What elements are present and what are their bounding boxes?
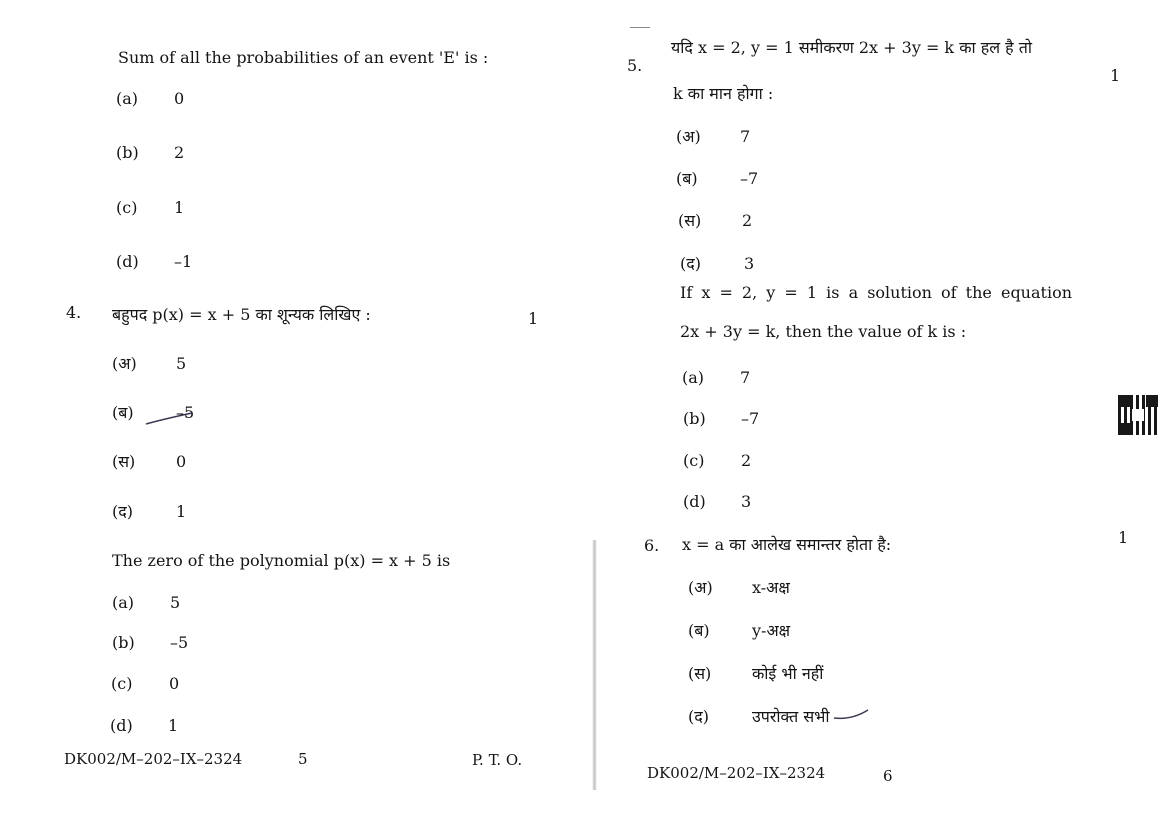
option-label: (b) bbox=[683, 409, 706, 428]
option-value: 1 bbox=[176, 502, 187, 521]
option-value: –5 bbox=[170, 633, 189, 652]
option-value: –1 bbox=[174, 252, 193, 271]
option-label: (d) bbox=[110, 716, 133, 735]
q5-option-hi-b bbox=[676, 167, 758, 189]
q3-option-a bbox=[116, 89, 184, 108]
option-value: –5 bbox=[176, 403, 195, 422]
option-value: 7 bbox=[740, 127, 751, 146]
q5-option-hi-a bbox=[676, 125, 750, 147]
q6-option-hi-b bbox=[688, 619, 790, 641]
right-page bbox=[600, 0, 1169, 827]
page-gutter-shadow bbox=[592, 540, 597, 790]
handwritten-tick-mark bbox=[832, 708, 872, 722]
q5-option-hi-c bbox=[678, 209, 752, 231]
top-divider bbox=[630, 27, 650, 28]
q5-stem-en-line2: 2x + 3y = k, then the value of k is : bbox=[680, 322, 967, 341]
q5-stem-hi-line2: k का मान होगा : bbox=[673, 84, 774, 103]
q6-option-hi-d bbox=[688, 705, 830, 727]
q5-stem-en-line1: If x = 2, y = 1 is a solution of the equation bbox=[680, 283, 1073, 302]
option-label: (स) bbox=[678, 211, 702, 230]
option-label: (द) bbox=[688, 707, 709, 726]
option-label: (द) bbox=[680, 254, 701, 273]
option-label: (ब) bbox=[676, 169, 698, 188]
q3-option-d bbox=[116, 252, 192, 271]
option-value: 5 bbox=[170, 593, 181, 612]
option-value: 0 bbox=[169, 674, 180, 693]
footer-page-number: 5 bbox=[298, 750, 308, 768]
option-value: उपरोक्त सभी bbox=[752, 707, 830, 726]
q5-option-hi-d bbox=[680, 252, 754, 274]
option-value: 3 bbox=[741, 492, 752, 511]
option-value: 0 bbox=[176, 452, 187, 471]
option-value: x-अक्ष bbox=[752, 578, 790, 597]
q4-option-a bbox=[112, 593, 180, 612]
option-value: –7 bbox=[741, 409, 760, 428]
q5-stem-hi-line1: यदि x = 2, y = 1 समीकरण 2x + 3y = k का हल है तो bbox=[671, 38, 1033, 57]
option-label: (ब) bbox=[688, 621, 710, 640]
option-label: (b) bbox=[116, 143, 139, 162]
footer-paper-code: DK002/M–202–IX–2324 bbox=[647, 764, 826, 782]
q4-option-c bbox=[111, 674, 179, 693]
q4-option-d bbox=[110, 716, 178, 735]
option-label: (अ) bbox=[688, 578, 713, 597]
option-value: 0 bbox=[174, 89, 185, 108]
q3-stem-en: Sum of all the probabilities of an event 'E' is : bbox=[118, 48, 489, 67]
q4-marks: 1 bbox=[528, 309, 539, 328]
q4-option-hi-c bbox=[112, 450, 186, 472]
q5-marks: 1 bbox=[1110, 66, 1121, 85]
option-value: 2 bbox=[742, 211, 753, 230]
option-value: 2 bbox=[174, 143, 185, 162]
option-value: 7 bbox=[740, 368, 751, 387]
option-label: (अ) bbox=[112, 354, 137, 373]
option-value: 2 bbox=[741, 451, 752, 470]
q4-stem-hi: बहुपद p(x) = x + 5 का शून्यक लिखिए : bbox=[112, 305, 371, 324]
option-label: (ब) bbox=[112, 403, 134, 422]
option-value: –7 bbox=[740, 169, 759, 188]
q4-option-hi-a bbox=[112, 352, 186, 374]
q4-option-hi-d bbox=[112, 500, 186, 522]
option-label: (c) bbox=[683, 451, 705, 470]
q3-option-c bbox=[116, 198, 184, 217]
handwritten-tick-mark bbox=[144, 411, 196, 427]
q4-option-b bbox=[112, 633, 188, 652]
q5-number: 5. bbox=[627, 56, 643, 75]
q4-stem-en: The zero of the polynomial p(x) = x + 5 is bbox=[112, 551, 451, 570]
q6-marks: 1 bbox=[1118, 528, 1129, 547]
option-label: (स) bbox=[112, 452, 136, 471]
q5-option-c bbox=[683, 451, 751, 470]
q6-option-hi-c bbox=[688, 662, 823, 684]
option-value: कोई भी नहीं bbox=[752, 664, 824, 683]
footer-page-number: 6 bbox=[883, 767, 893, 785]
option-label: (c) bbox=[111, 674, 133, 693]
q5-option-d bbox=[683, 492, 751, 511]
q6-option-hi-a bbox=[688, 576, 790, 598]
q5-option-a bbox=[682, 368, 750, 387]
option-label: (द) bbox=[112, 502, 133, 521]
option-label: (c) bbox=[116, 198, 138, 217]
option-value: 1 bbox=[174, 198, 185, 217]
option-label: (अ) bbox=[676, 127, 701, 146]
q6-number: 6. bbox=[644, 536, 660, 555]
q6-stem-hi: x = a का आलेख समान्तर होता है: bbox=[682, 535, 892, 554]
q3-option-b bbox=[116, 143, 184, 162]
option-label: (b) bbox=[112, 633, 135, 652]
footer-paper-code: DK002/M–202–IX–2324 bbox=[64, 750, 243, 768]
option-label: (स) bbox=[688, 664, 712, 683]
option-value: 3 bbox=[744, 254, 755, 273]
option-value: 5 bbox=[176, 354, 187, 373]
option-label: (a) bbox=[682, 368, 705, 387]
option-label: (a) bbox=[116, 89, 139, 108]
option-label: (d) bbox=[116, 252, 139, 271]
option-label: (d) bbox=[683, 492, 706, 511]
footer-pto: P. T. O. bbox=[472, 751, 523, 769]
option-label: (a) bbox=[112, 593, 135, 612]
q4-number: 4. bbox=[66, 303, 82, 322]
option-value: y-अक्ष bbox=[752, 621, 791, 640]
option-value: 1 bbox=[168, 716, 179, 735]
q5-option-b bbox=[683, 409, 759, 428]
qr-code-icon bbox=[1118, 395, 1158, 435]
